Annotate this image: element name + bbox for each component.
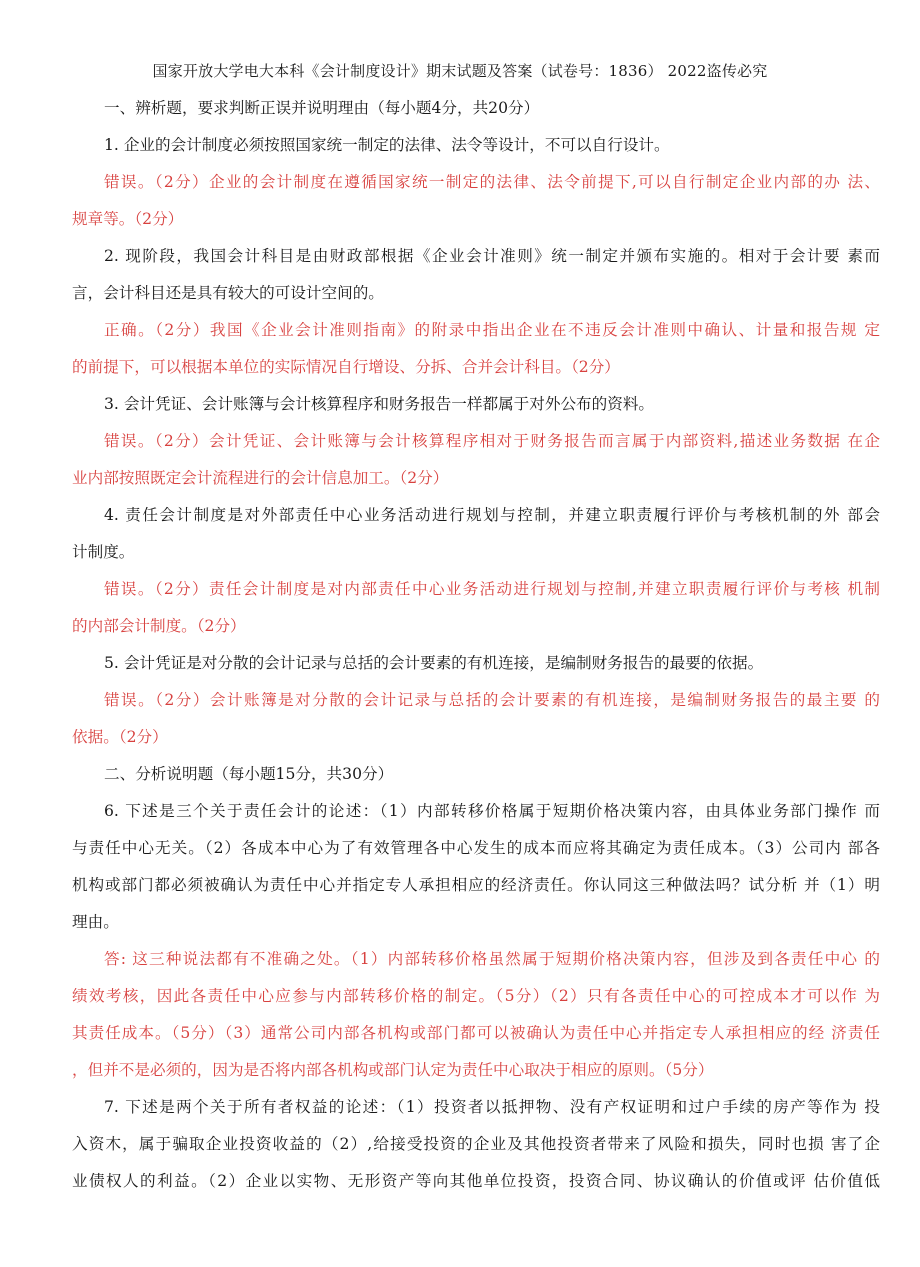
answer-text: 其责任成本。（5分）（3）通常公司内部各机构或部门都可以被确认为责任中心并指定专人承担相应的经 济责任 xyxy=(72,1024,880,1042)
answer-text: 依据。（2分） xyxy=(72,728,168,746)
answer-text: 错误。（2分）会计凭证、会计账簿与会计核算程序相对于财务报告而言属于内部资料,描述业务数据 在企 xyxy=(104,432,880,450)
section-heading: 一、辨析题，要求判断正误并说明理由（每小题4分，共20分） xyxy=(104,99,540,117)
question-text: 7. 下述是两个关于所有者权益的论述：（1）投资者以抵押物、没有产权证明和过户手续的房产等作为 投 xyxy=(104,1098,880,1116)
question-text: 言，会计科目还是具有较大的可设计空间的。 xyxy=(72,284,384,302)
question-text: 与责任中心无关。（2）各成本中心为了有效管理各中心发生的成本而应将其确定为责任成本。（3）公司内 部各 xyxy=(72,839,880,857)
section-heading: 二、分析说明题（每小题15分，共30分） xyxy=(104,765,394,783)
answer-text: 正确。（2分）我国《企业会计准则指南》的附录中指出企业在不违反会计准则中确认、计量和报告规 定 xyxy=(104,321,880,339)
answer-text: 错误。（2分）会计账簿是对分散的会计记录与总括的会计要素的有机连接，是编制财务报告的最主要 的 xyxy=(104,691,880,709)
question-text: 计制度。 xyxy=(72,543,135,561)
answer-text: 绩效考核，因此各责任中心应参与内部转移价格的制定。（5分）（2）只有各责任中心的可控成本才可以作 为 xyxy=(72,987,880,1005)
answer-text: 的内部会计制度。（2分） xyxy=(72,617,246,635)
answer-text: 的前提下，可以根据本单位的实际情况自行增设、分拆、合并会计科目。（2分） xyxy=(72,358,620,376)
question-text: 机构或部门都必须被确认为责任中心并指定专人承担相应的经济责任。你认同这三种做法吗？试分析 并（1）明 xyxy=(72,876,880,894)
question-text: 理由。 xyxy=(72,913,119,931)
question-text: 1. 企业的会计制度必须按照国家统一制定的法律、法令等设计，不可以自行设计。 xyxy=(104,136,670,154)
document-title: 国家开放大学电大本科《会计制度设计》期末试题及答案（试卷号：1836） 2022盗传必究 xyxy=(152,62,768,80)
answer-text: 错误。（2分）企业的会计制度在遵循国家统一制定的法律、法令前提下,可以自行制定企业内部的办 法、 xyxy=(104,173,880,191)
question-text: 5. 会计凭证是对分散的会计记录与总括的会计要素的有机连接，是编制财务报告的最要的依据。 xyxy=(104,654,764,672)
question-text: 入资木，属于骗取企业投资收益的（2）,给接受投资的企业及其他投资者带来了风险和损失，同时也损 害了企 xyxy=(72,1135,880,1153)
question-text: 3. 会计凭证、会计账簿与会计核算程序和财务报告一样都属于对外公布的资料。 xyxy=(104,395,655,413)
question-text: 2. 现阶段，我国会计科目是由财政部根据《企业会计准则》统一制定并颁布实施的。相对于会计要 素而 xyxy=(104,247,880,265)
answer-text: 错误。（2分）责任会计制度是对内部责任中心业务活动进行规划与控制,并建立职责履行评价与考核 机制 xyxy=(104,580,880,598)
document-body xyxy=(72,90,880,1200)
answer-text: ，但并不是必须的，因为是否将内部各机构或部门认定为责任中心取决于相应的原则。（5分） xyxy=(72,1061,714,1079)
answer-text: 规章等。（2分） xyxy=(72,210,184,228)
question-text: 6. 下述是三个关于责任会计的论述：（1）内部转移价格属于短期价格决策内容，由具体业务部门操作 而 xyxy=(104,802,880,820)
answer-text: 答: 这三种说法都有不准确之处。（1）内部转移价格虽然属于短期价格决策内容，但涉及到各责任中心 的 xyxy=(104,950,880,968)
answer-text: 业内部按照既定会计流程进行的会计信息加工。（2分） xyxy=(72,469,449,487)
question-text: 业债权人的利益。（2）企业以实物、无形资产等向其他单位投资，投资合同、协议确认的价值或评 估价值低 xyxy=(72,1172,880,1190)
question-text: 4. 责任会计制度是对外部责任中心业务活动进行规划与控制，并建立职责履行评价与考核机制的外 部会 xyxy=(104,506,880,524)
